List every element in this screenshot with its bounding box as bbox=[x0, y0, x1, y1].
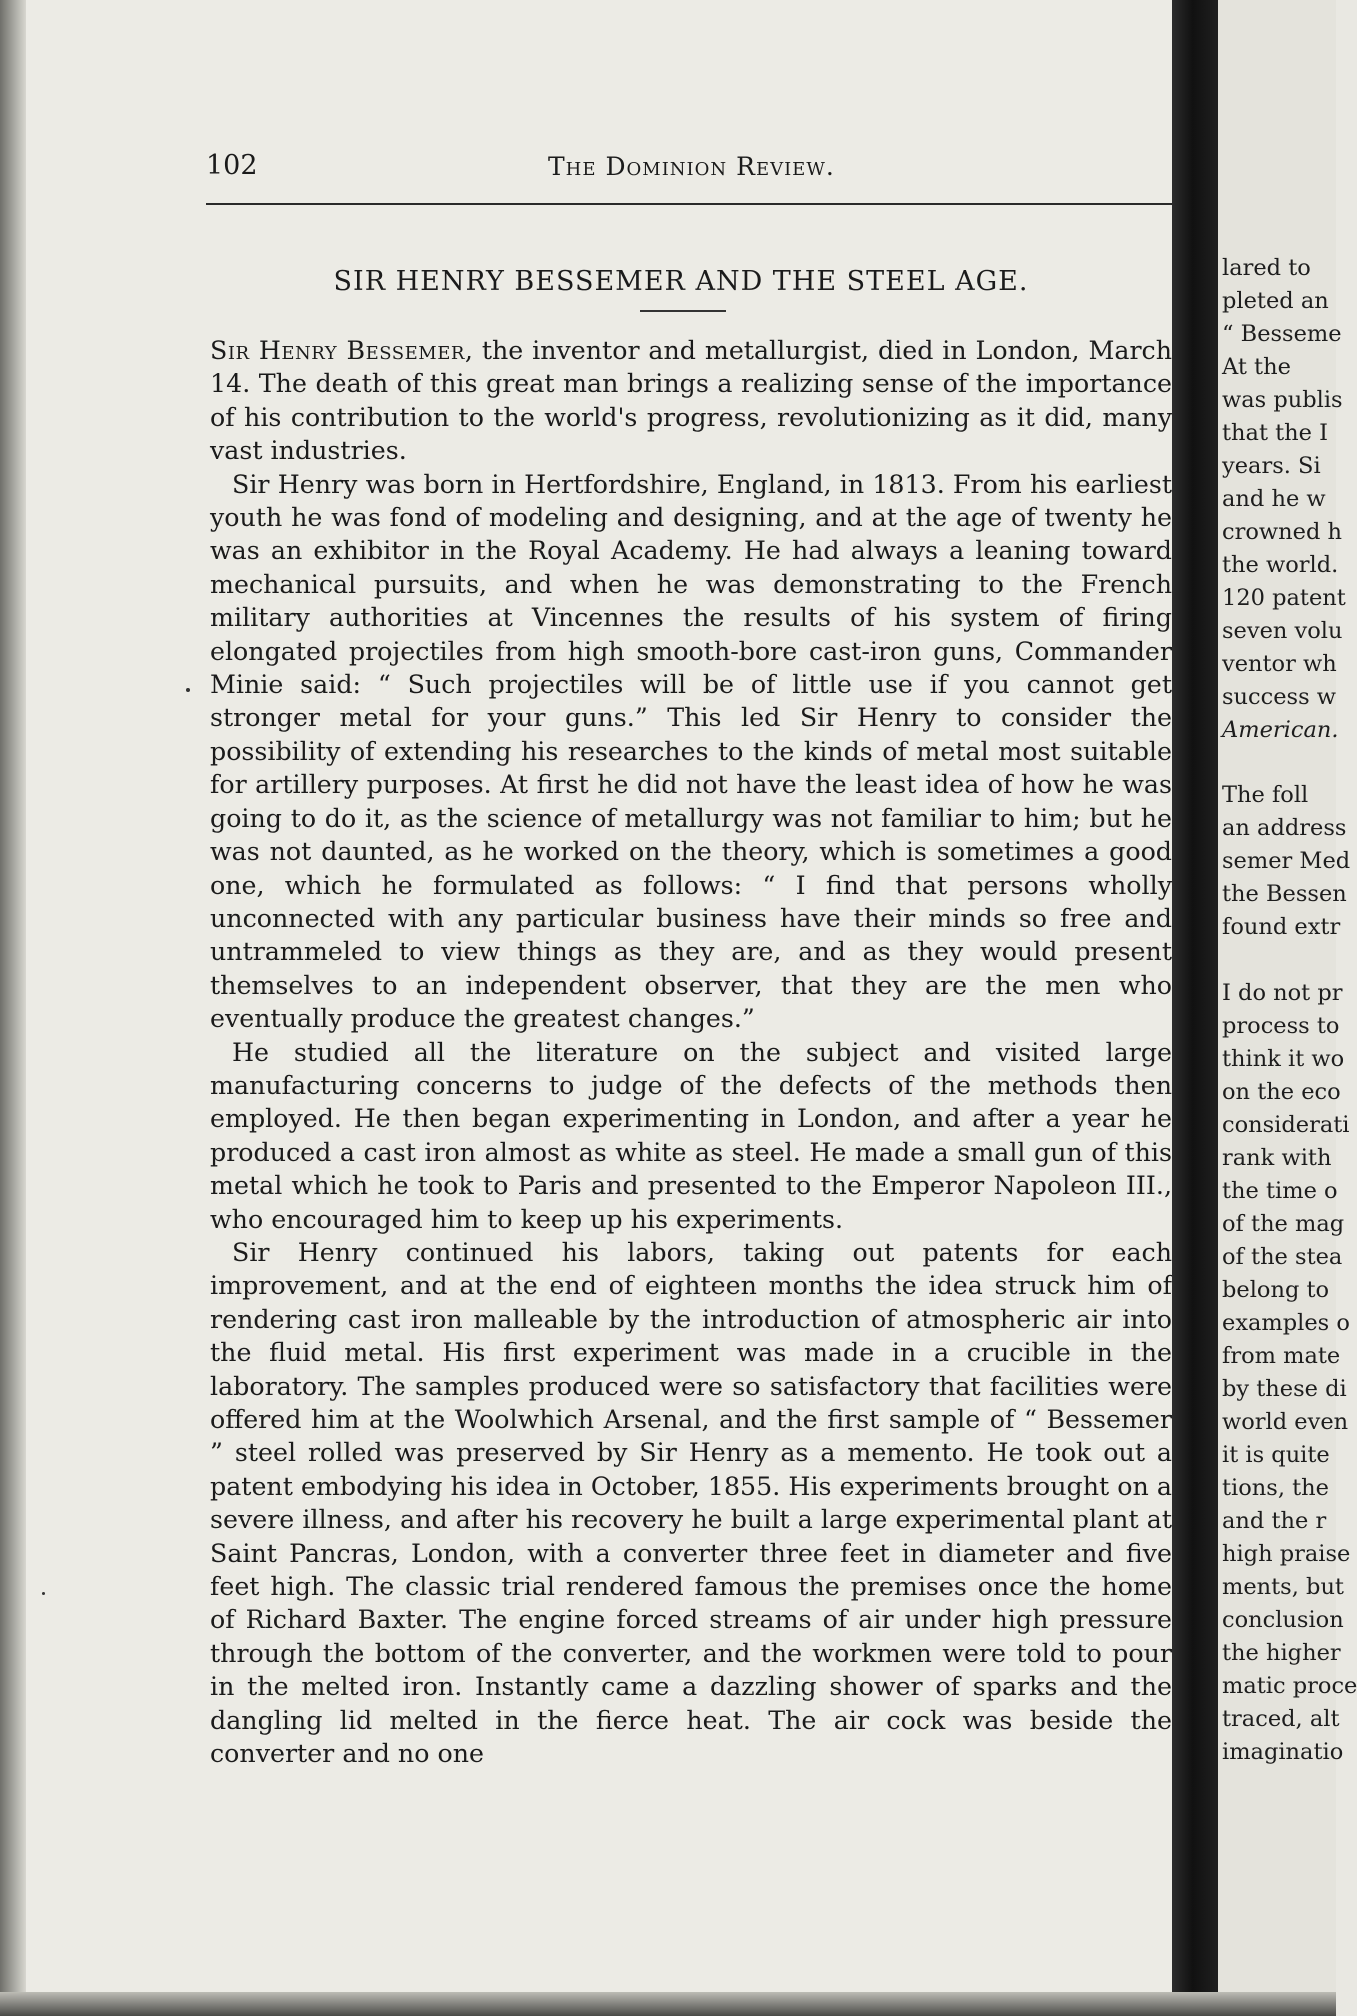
facing-page-line: pleted an bbox=[1222, 288, 1329, 314]
facing-page-line: and he w bbox=[1222, 486, 1326, 512]
running-head bbox=[206, 150, 1166, 190]
facing-page-line: ments, but bbox=[1222, 1574, 1344, 1600]
facing-page-line: found extr bbox=[1222, 914, 1341, 940]
ink-speck bbox=[42, 1592, 45, 1595]
facing-page-line: of the mag bbox=[1222, 1211, 1345, 1237]
facing-page-line: was publis bbox=[1222, 387, 1343, 413]
facing-page-line: the Bessen bbox=[1222, 881, 1347, 907]
book-spine-shadow bbox=[1172, 0, 1218, 2016]
facing-page-line: it is quite bbox=[1222, 1442, 1330, 1468]
opening-name: Sir Henry Bessemer bbox=[210, 336, 465, 365]
paragraph-text: , the inventor and metallurgist, died in London, March 14. The death of this great man brings a realizing sense of the importance of his contribution to the world's progress, revolutionizing as it did, many vast industries. bbox=[210, 336, 1173, 466]
facing-page-line: The foll bbox=[1222, 782, 1309, 808]
facing-page-line: 120 patent bbox=[1222, 585, 1346, 611]
page-number: 102 bbox=[206, 150, 258, 181]
facing-page-line: “ Besseme bbox=[1222, 321, 1342, 347]
facing-page-line: tions, the bbox=[1222, 1475, 1329, 1501]
article-paragraph: He studied all the literature on the subject and visited large manufacturing concerns to judge of the defects of the methods then employed. He then began experimenting in London, and after a year he produced a cast iron almost as white as steel. He made a small gun of this metal which he took to Paris and presented to the Emperor Napoleon III., who encouraged him to keep up his experiments. bbox=[210, 1037, 1172, 1234]
journal-title: The Dominion Review. bbox=[548, 152, 835, 181]
article-paragraph bbox=[210, 334, 1172, 468]
article-paragraph: Sir Henry was born in Hertfordshire, England, in 1813. From his earliest youth he was fond of modeling and designing, and at the age of twenty he was an exhibitor in the Royal Academy. He had always a leaning toward mechanical pursuits, and when he was demonstrating to the French military authorities at Vincennes the results of his system of firing elongated projectiles from high smooth-bore cast-iron guns, Commander Minie said: “ Such projectiles will be of little use if you cannot get stronger metal for your guns.” This led Sir Henry to consider the possibility of extending his researches to the kinds of metal most suitable for artillery purposes. At first he did not have the least idea of how he was going to do it, as the science of metallurgy was not familiar to him; but he was not daunted, as he worked on the theory, which is sometimes a good one, which he formulated as follows: “ I find that persons wholly unconnected with any particular business have their minds so free and untrammeled to view things as they are, and as they would present themselves to an independent observer, that they are the men who eventually produce the greatest changes.” bbox=[210, 469, 1172, 1034]
ink-speck bbox=[186, 688, 190, 692]
facing-page-line: success w bbox=[1222, 684, 1337, 710]
facing-page-line: from mate bbox=[1222, 1343, 1341, 1369]
book-bottom-edge bbox=[0, 1992, 1336, 2016]
facing-page-line: conclusion bbox=[1222, 1607, 1344, 1633]
facing-page-line: belong to bbox=[1222, 1277, 1330, 1303]
facing-page-line: that the I bbox=[1222, 420, 1329, 446]
facing-page-line: considerati bbox=[1222, 1112, 1350, 1138]
facing-page-line: imaginatio bbox=[1222, 1739, 1344, 1765]
facing-page-line: American. bbox=[1222, 717, 1339, 743]
facing-page-line: the world. bbox=[1222, 552, 1339, 578]
facing-page-line: matic proce bbox=[1222, 1673, 1357, 1699]
facing-page-line: At the bbox=[1222, 354, 1291, 380]
facing-page-line: and the r bbox=[1222, 1508, 1327, 1534]
facing-page-line: the time o bbox=[1222, 1178, 1338, 1204]
article-title: SIR HENRY BESSEMER AND THE STEEL AGE. bbox=[333, 266, 1029, 297]
facing-page-line: examples o bbox=[1222, 1310, 1350, 1336]
facing-page-line: seven volu bbox=[1222, 618, 1343, 644]
facing-page-line: years. Si bbox=[1222, 453, 1321, 479]
facing-page-line: on the eco bbox=[1222, 1079, 1341, 1105]
facing-page-line: an address bbox=[1222, 815, 1347, 841]
facing-page-line: crowned h bbox=[1222, 519, 1343, 545]
facing-page-line: high praise bbox=[1222, 1541, 1351, 1567]
facing-page-line: think it wo bbox=[1222, 1046, 1345, 1072]
facing-page-line: traced, alt bbox=[1222, 1706, 1340, 1732]
facing-page-line: the higher bbox=[1222, 1640, 1341, 1666]
facing-page-line: of the stea bbox=[1222, 1244, 1343, 1270]
facing-page bbox=[1218, 0, 1357, 2016]
facing-page-line: process to bbox=[1222, 1013, 1340, 1039]
facing-page-line: I do not pr bbox=[1222, 980, 1343, 1006]
book-left-edge bbox=[0, 0, 26, 2016]
title-rule bbox=[640, 310, 726, 312]
facing-page-line: semer Med bbox=[1222, 848, 1351, 874]
article-body bbox=[210, 334, 1172, 1770]
article-paragraph: Sir Henry continued his labors, taking out patents for each improvement, and at the end of eighteen months the idea struck him of rendering cast iron malleable by the introduction of atmospheric air into the fluid metal. His first experiment was made in a crucible in the laboratory. The samples produced were so satisfactory that facilities were offered him at the Woolwhich Arsenal, and the first sample of “ Bessemer ” steel rolled was preserved by Sir Henry as a memento. He took out a patent embodying his idea in October, 1855. His experiments brought on a severe illness, and after his recovery he built a large experimental plant at Saint Pancras, London, with a converter three feet in diameter and five feet high. The classic trial rendered famous the premises once the home of Richard Baxter. The engine forced streams of air under high pressure through the bottom of the converter, and the workmen were told to pour in the melted iron. Instantly came a dazzling shower of sparks and the dangling lid melted in the fierce heat. The air cock was beside the converter and no one bbox=[210, 1237, 1172, 1769]
facing-page-line: by these di bbox=[1222, 1376, 1347, 1402]
facing-page-line: ventor wh bbox=[1222, 651, 1337, 677]
header-rule bbox=[206, 203, 1178, 205]
facing-page-line: rank with bbox=[1222, 1145, 1332, 1171]
facing-page-line: lared to bbox=[1222, 255, 1311, 281]
facing-page-line: world even bbox=[1222, 1409, 1349, 1435]
